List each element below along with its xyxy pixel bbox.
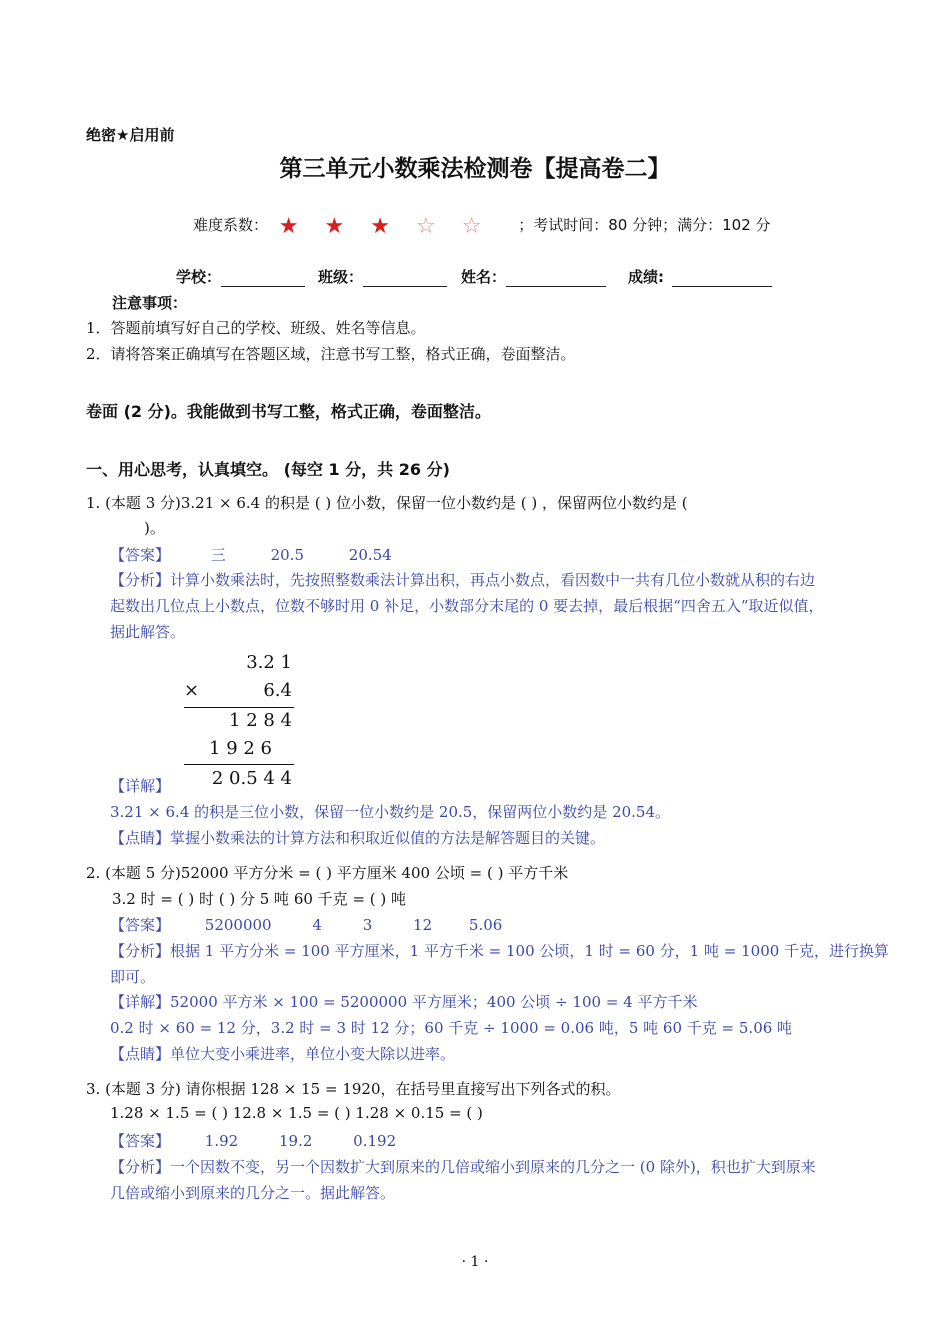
star-filled-icon: ★: [324, 214, 345, 239]
q1-detail-tag: 【详解】: [110, 777, 171, 795]
q3-answer-row: [110, 1130, 396, 1151]
question-3-line-2: 1.28 × 1.5 = ( ) 12.8 × 1.5 = ( ) 1.28 × 0.15 = ( ): [110, 1104, 483, 1122]
exam-info: ；考试时间：80 分钟；满分：102 分: [518, 216, 771, 234]
class-field[interactable]: [318, 266, 447, 287]
q2-detail-line-2: 0.2 时 × 60 = 12 分，3.2 时 = 3 时 12 分；60 千克 ÷ 1000 = 0.06 吨，5 吨 60 千克 = 5.06 吨: [110, 1019, 793, 1037]
page-number: · 1 ·: [461, 1254, 489, 1270]
q2-tip-line: [110, 1043, 455, 1064]
calc-divider-2: [184, 764, 294, 765]
detail-tag: 【详解】: [110, 993, 171, 1011]
q1-analysis-line-2: 起数出几位点上小数点，位数不够时用 0 补足，小数部分末尾的 0 要去掉，最后根据“四舍五入”取近似值，: [110, 597, 824, 615]
name-blank[interactable]: [506, 270, 606, 287]
score-field[interactable]: [628, 266, 772, 287]
notes-heading: 注意事项：: [112, 294, 188, 312]
q1-answer-row: [110, 544, 392, 565]
note-item-2: 2．请将答案正确填写在答题区域，注意书写工整，格式正确，卷面整洁。: [86, 345, 576, 363]
q3-analysis-text-1: 一个因数不变，另一个因数扩大到原来的几倍或缩小到原来的几分之一 (0 除外)，积也扩大到原来: [170, 1158, 816, 1176]
question-1-line-1: 1. (本题 3 分)3.21 × 6.4 的积是 ( ) 位小数，保留一位小数约是 ( ) ，保留两位小数约是 (: [86, 494, 688, 512]
question-3-line-1: 3. (本题 3 分) 请你根据 128 × 15 = 1920，在括号里直接写出下列各式的积。: [86, 1080, 621, 1098]
calc-divider-1: [184, 707, 294, 708]
calc-row-3: 1 2 8 4: [229, 710, 292, 731]
q1-tip-line: [110, 827, 605, 848]
note-item-1: 1．答题前填写好自己的学校、班级、姓名等信息。: [86, 319, 426, 337]
name-label: 姓名：: [461, 268, 507, 286]
neatness-statement: 卷面 (2 分)。我能做到书写工整，格式正确，卷面整洁。: [86, 402, 491, 421]
calc-row-2: 6.4: [263, 680, 292, 701]
difficulty-stars: [279, 216, 508, 238]
class-label: 班级：: [318, 268, 364, 286]
q1-analysis-text-1: 计算小数乘法时，先按照整数乘法计算出积，再点小数点，看因数中一共有几位小数就从积的右边: [170, 571, 816, 589]
class-blank[interactable]: [363, 270, 447, 287]
answer-tag: 【答案】: [110, 546, 171, 564]
school-blank[interactable]: [221, 270, 305, 287]
q2-answer-5: 5.06: [468, 916, 503, 934]
school-label: 学校：: [176, 268, 222, 286]
calc-row-5: 2 0.5 4 4: [211, 768, 292, 789]
q2-detail-text-1: 52000 平方米 × 100 = 5200000 平方厘米；400 公顷 ÷ 100 = 4 平方千米: [170, 993, 698, 1011]
answer-tag: 【答案】: [110, 916, 171, 934]
q1-detail: 3.21 × 6.4 的积是三位小数，保留一位小数约是 20.5，保留两位小数约是 20.54。: [110, 803, 671, 821]
q3-answer-2: 19.2: [278, 1132, 313, 1150]
difficulty-label: 难度系数：: [193, 216, 269, 234]
tip-tag: 【点睛】: [110, 1045, 171, 1063]
q2-answer-4: 12: [413, 916, 433, 934]
school-field[interactable]: [176, 266, 305, 287]
q1-answer-2: 20.5: [270, 546, 304, 564]
question-2-line-2: 3.2 时 = ( ) 时 ( ) 分 5 吨 60 千克 = ( ) 吨: [112, 890, 407, 908]
q2-answer-2: 4: [312, 916, 322, 934]
difficulty-row: [193, 214, 771, 238]
q1-answer-3: 20.54: [348, 546, 392, 564]
q3-analysis-line-2: 几倍或缩小到原来的几分之一。据此解答。: [110, 1184, 396, 1202]
star-filled-icon: ★: [278, 214, 299, 239]
q2-answer-row: [110, 914, 502, 935]
section-heading: 一、用心思考，认真填空。 (每空 1 分，共 26 分): [86, 460, 450, 479]
calc-row-1: 3.2 1: [246, 652, 292, 673]
calc-operator: ×: [184, 680, 200, 701]
q2-detail-line-1: [110, 991, 697, 1012]
q2-analysis-line-1: [110, 940, 889, 961]
analysis-tag: 【分析】: [110, 1158, 171, 1176]
q1-answer-1: 三: [210, 546, 226, 564]
vertical-multiplication: [160, 652, 300, 792]
q3-analysis-line-1: [110, 1156, 816, 1177]
q3-answer-3: 0.192: [353, 1132, 397, 1150]
star-empty-icon: ☆: [416, 214, 436, 239]
q1-analysis-line-3: 据此解答。: [110, 623, 186, 641]
question-1-line-2: )。: [144, 519, 165, 537]
tip-tag: 【点睛】: [110, 829, 171, 847]
page-title: 第三单元小数乘法检测卷【提高卷二】: [279, 156, 671, 182]
q2-analysis-text-1: 根据 1 平方分米 = 100 平方厘米，1 平方千米 = 100 公顷，1 时 = 60 分，1 吨 = 1000 千克，进行换算: [170, 942, 890, 960]
score-blank[interactable]: [672, 270, 772, 287]
q2-answer-1: 5200000: [204, 916, 272, 934]
q2-analysis-line-2: 即可。: [110, 968, 156, 986]
score-label: 成绩:: [628, 268, 664, 286]
q1-analysis-line-1: [110, 569, 815, 590]
star-filled-icon: ★: [370, 214, 390, 239]
q1-tip-text: 掌握小数乘法的计算方法和积取近似值的方法是解答题目的关键。: [170, 829, 606, 847]
calc-row-4: 1 9 2 6: [209, 738, 272, 759]
question-2-line-1: 2. (本题 5 分)52000 平方分米 = ( ) 平方厘米 400 公顷 = ( ) 平方千米: [86, 864, 569, 882]
star-empty-icon: ☆: [461, 214, 482, 239]
q3-answer-1: 1.92: [204, 1132, 239, 1150]
answer-tag: 【答案】: [110, 1132, 171, 1150]
name-field[interactable]: [461, 266, 606, 287]
confidential-mark: 绝密★启用前: [86, 126, 175, 144]
analysis-tag: 【分析】: [110, 942, 171, 960]
q2-answer-3: 3: [362, 916, 373, 934]
analysis-tag: 【分析】: [110, 571, 171, 589]
q2-tip-text: 单位大变小乘进率，单位小变大除以进率。: [170, 1045, 456, 1063]
